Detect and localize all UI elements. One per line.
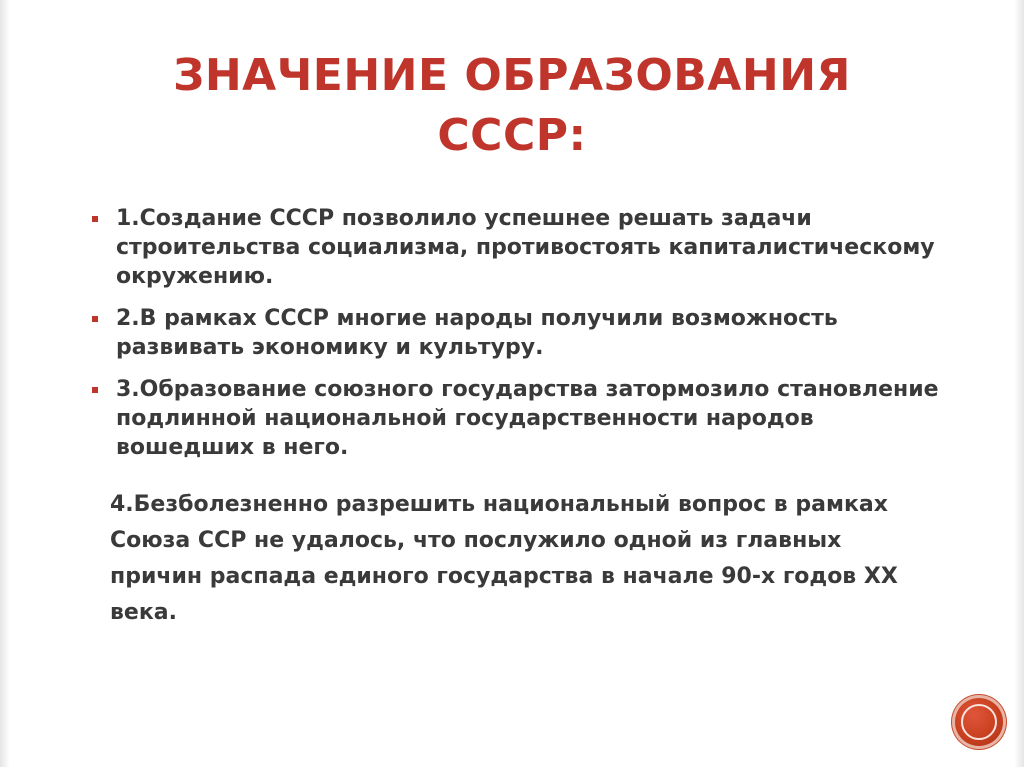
bullet-item-1 bbox=[92, 204, 952, 291]
square-bullet-icon bbox=[92, 316, 98, 322]
left-edge-shadow bbox=[0, 0, 10, 767]
bullet-text-3: 3.Образование союзного государства затормозило становление подлинной национальной государственности народов вошедших в него. bbox=[116, 377, 939, 460]
bullet-item-2 bbox=[92, 304, 952, 362]
nav-button-ring bbox=[961, 704, 997, 740]
square-bullet-icon bbox=[92, 387, 98, 393]
standalone-paragraph: 4.Безболезненно разрешить национальный вопрос в рамках Союза ССР не удалось, что послужило одной из главных причин распада единого государства в начале 90-х годов XX века. bbox=[110, 492, 898, 625]
right-edge-shadow bbox=[1014, 0, 1024, 767]
slide-title: ЗНАЧЕНИЕ ОБРАЗОВАНИЯ СССР: bbox=[173, 50, 851, 161]
bullet-item-3 bbox=[92, 375, 952, 462]
bullet-text-2: 2.В рамках СССР многие народы получили возможность развивать экономику и культуру. bbox=[116, 306, 838, 360]
bullet-text-1: 1.Создание СССР позволило успешнее решать задачи строительства социализма, противостоять капиталистическому окружению. bbox=[116, 206, 935, 289]
circle-nav-icon[interactable] bbox=[955, 698, 1003, 746]
square-bullet-icon bbox=[92, 216, 98, 222]
bullet-list bbox=[92, 204, 952, 475]
